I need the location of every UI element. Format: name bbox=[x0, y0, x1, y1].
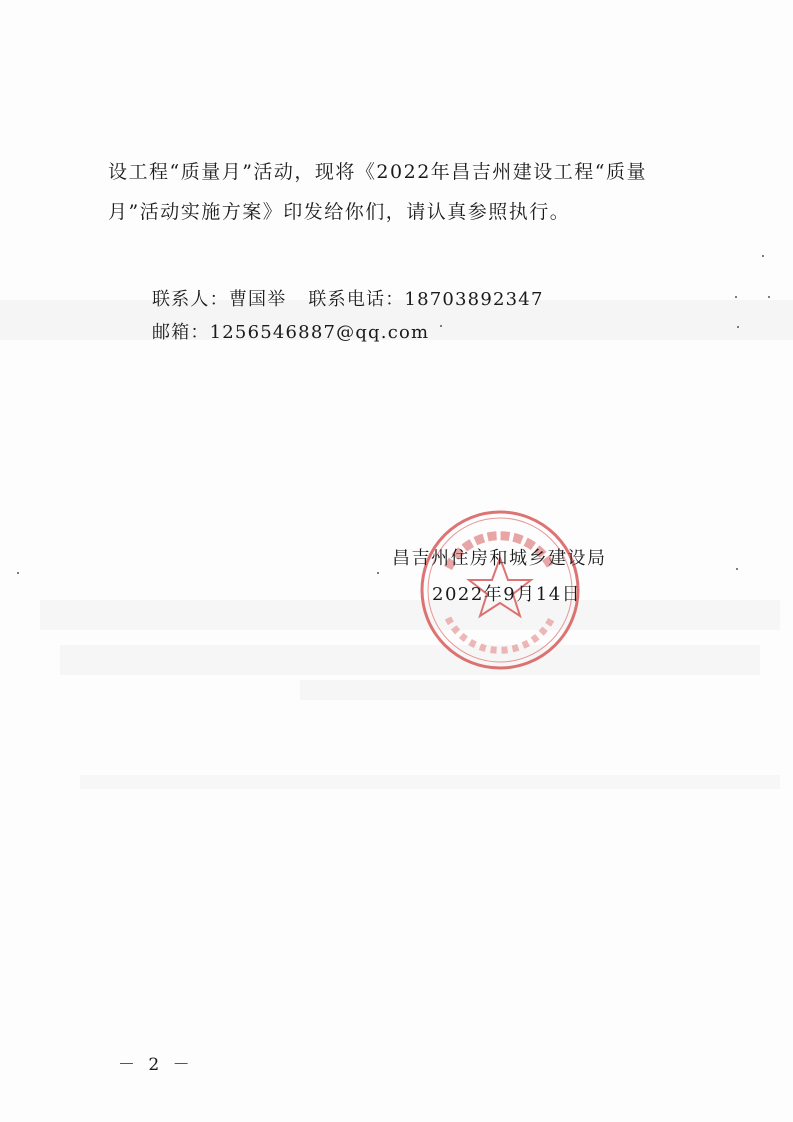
contact-person-label: 联系人： bbox=[152, 289, 229, 310]
scan-speck bbox=[440, 325, 442, 327]
scan-speck bbox=[736, 568, 738, 570]
contact-email-line bbox=[152, 321, 429, 345]
contact-email-address: 1256546887@qq.com bbox=[209, 322, 430, 343]
contact-person-name: 曹国举 bbox=[228, 289, 287, 310]
scan-speck bbox=[762, 255, 764, 257]
scan-speck bbox=[377, 572, 379, 574]
scan-speck bbox=[737, 326, 739, 328]
scan-speck bbox=[768, 296, 770, 298]
paragraph-line-1: 设工程“质量月”活动，现将《2022年昌吉州建设工程“质量 bbox=[108, 161, 647, 183]
paragraph-line-2: 月”活动实施方案》印发给你们，请认真参照执行。 bbox=[108, 201, 571, 223]
signature-date: 2022年9月14日 bbox=[432, 584, 582, 605]
page-number: － 2 － bbox=[118, 1055, 194, 1075]
contact-phone-line bbox=[152, 288, 544, 312]
scan-speck bbox=[17, 572, 19, 574]
signature-organization: 昌吉州住房和城乡建设局 bbox=[392, 548, 607, 569]
contact-email-label: 邮箱： bbox=[152, 322, 210, 343]
scan-speck bbox=[735, 296, 737, 298]
contact-phone-number: 18703892347 bbox=[404, 289, 544, 310]
contact-phone-label: 联系电话： bbox=[308, 289, 405, 310]
